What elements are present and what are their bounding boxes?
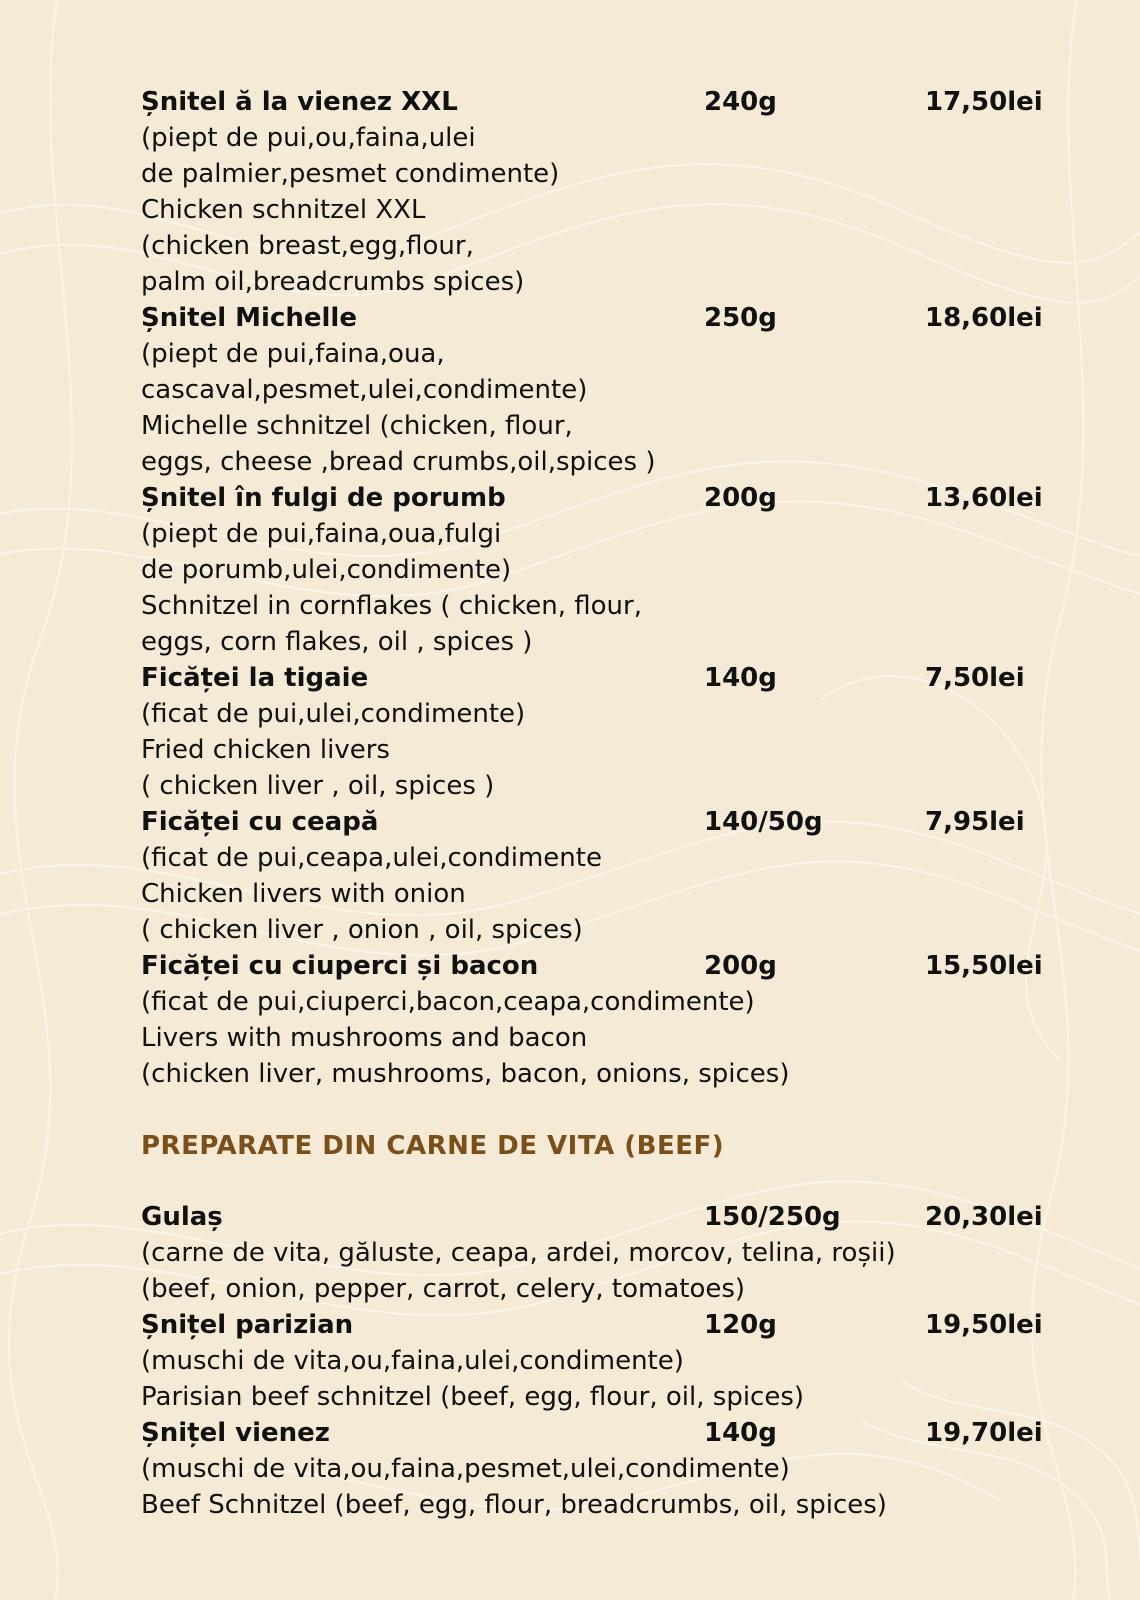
menu-item (141, 1199, 1061, 1307)
item-weight: 150/250g (704, 1202, 841, 1232)
item-description-line: de porumb,ulei,condimente) (141, 555, 512, 585)
menu-item (141, 1415, 1061, 1523)
item-description-line: (muschi de vita,ou,faina,ulei,condimente) (141, 1346, 684, 1376)
section-spacer (141, 1166, 1061, 1199)
item-name: Șnițel vienez (141, 1418, 330, 1448)
item-name: Ficăței la tigaie (141, 663, 369, 693)
item-description-line: Parisian beef schnitzel (beef, egg, flour, oil, spices) (141, 1382, 805, 1412)
item-description-line: Chicken livers with onion (141, 879, 466, 909)
item-description-line: (ficat de pui,ulei,condimente) (141, 699, 526, 729)
item-weight: 140g (704, 1418, 777, 1448)
item-description-line: Michelle schnitzel (chicken, flour, (141, 411, 573, 441)
item-description-line: Schnitzel in cornflakes ( chicken, flour, (141, 591, 642, 621)
item-name: Ficăței cu ceapă (141, 807, 379, 837)
menu-section (141, 84, 1061, 1092)
menu-item (141, 948, 1061, 1092)
menu-item (141, 300, 1061, 480)
item-description-line: (chicken liver, mushrooms, bacon, onions, spices) (141, 1059, 790, 1089)
item-description-line: Beef Schnitzel (beef, egg, flour, breadcrumbs, oil, spices) (141, 1490, 887, 1520)
item-description-line: cascaval,pesmet,ulei,condimente) (141, 375, 588, 405)
item-weight: 140g (704, 663, 777, 693)
item-description-line: (carne de vita, găluste, ceapa, ardei, morcov, telina, roșii) (141, 1238, 896, 1268)
item-price: 15,50lei (925, 951, 1043, 981)
menu-item (141, 84, 1061, 300)
menu-item-header (141, 300, 1061, 336)
menu-item-header (141, 1199, 1061, 1235)
item-description-line: eggs, cheese ,bread crumbs,oil,spices ) (141, 447, 656, 477)
item-description-line: (piept de pui,faina,oua,fulgi (141, 519, 502, 549)
menu-item-header (141, 84, 1061, 120)
item-description-line: eggs, corn flakes, oil , spices ) (141, 627, 533, 657)
menu-item-header (141, 804, 1061, 840)
item-description-line: (ficat de pui,ciuperci,bacon,ceapa,condimente) (141, 987, 755, 1017)
item-name: Șnițel parizian (141, 1310, 354, 1340)
item-description-line: (piept de pui,ou,faina,ulei (141, 123, 476, 153)
item-description-line: Livers with mushrooms and bacon (141, 1023, 588, 1053)
section-spacer (141, 1092, 1061, 1126)
item-name: Șnitel Michelle (141, 303, 357, 333)
menu-page (141, 84, 1061, 1523)
item-name: Șnitel ă la vienez XXL (141, 87, 458, 117)
menu-item-header (141, 1307, 1061, 1343)
item-weight: 120g (704, 1310, 777, 1340)
item-price: 18,60lei (925, 303, 1043, 333)
item-description-line: palm oil,breadcrumbs spices) (141, 267, 525, 297)
menu-section (141, 1092, 1061, 1523)
item-price: 13,60lei (925, 483, 1043, 513)
menu-item (141, 660, 1061, 804)
item-price: 7,95lei (925, 807, 1025, 837)
menu-item-header (141, 480, 1061, 516)
menu-item (141, 1307, 1061, 1415)
menu-item (141, 480, 1061, 660)
item-price: 20,30lei (925, 1202, 1043, 1232)
item-price: 7,50lei (925, 663, 1025, 693)
item-description-line: Chicken schnitzel XXL (141, 195, 426, 225)
item-description-line: (piept de pui,faina,oua, (141, 339, 445, 369)
item-name: Ficăței cu ciuperci și bacon (141, 951, 539, 981)
item-description-line: (ficat de pui,ceapa,ulei,condimente (141, 843, 602, 873)
item-name: Șnitel în fulgi de porumb (141, 483, 506, 513)
menu-item (141, 804, 1061, 948)
item-price: 19,70lei (925, 1418, 1043, 1448)
menu-item-header (141, 1415, 1061, 1451)
item-weight: 250g (704, 303, 777, 333)
item-description-line: (chicken breast,egg,flour, (141, 231, 474, 261)
section-title: PREPARATE DIN CARNE DE VITA (BEEF) (141, 1131, 725, 1161)
item-description-line: ( chicken liver , onion , oil, spices) (141, 915, 583, 945)
menu-item-header (141, 948, 1061, 984)
item-weight: 200g (704, 483, 777, 513)
item-description-line: ( chicken liver , oil, spices ) (141, 771, 495, 801)
item-weight: 140/50g (704, 807, 823, 837)
item-description-line: de palmier,pesmet condimente) (141, 159, 560, 189)
item-name: Gulaș (141, 1202, 223, 1232)
item-price: 19,50lei (925, 1310, 1043, 1340)
item-price: 17,50lei (925, 87, 1043, 117)
item-description-line: Fried chicken livers (141, 735, 390, 765)
menu-item-header (141, 660, 1061, 696)
item-description-line: (muschi de vita,ou,faina,pesmet,ulei,condimente) (141, 1454, 790, 1484)
item-description-line: (beef, onion, pepper, carrot, celery, tomatoes) (141, 1274, 746, 1304)
item-weight: 200g (704, 951, 777, 981)
item-weight: 240g (704, 87, 777, 117)
